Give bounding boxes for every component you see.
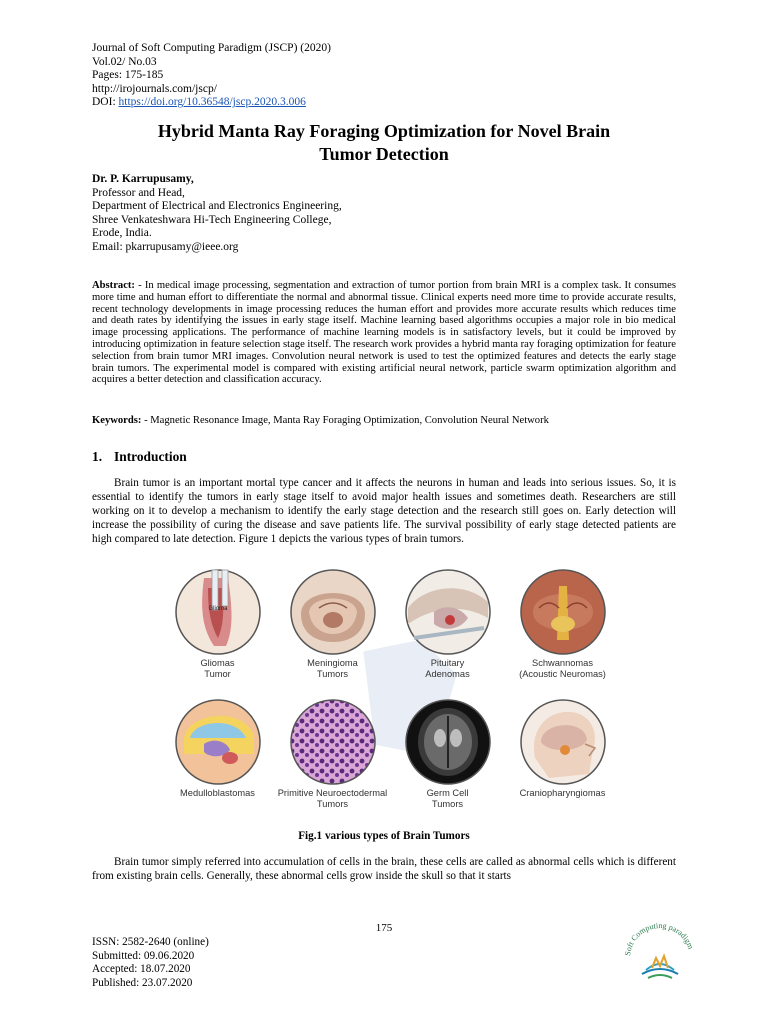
meningioma-illustration-icon (289, 568, 377, 656)
doi-line (92, 96, 331, 110)
journal-pages: Pages: 175-185 (92, 69, 164, 82)
figure-caption: Fig.1 various types of Brain Tumors (298, 830, 470, 842)
page-number: 175 (375, 922, 393, 934)
journal-url: http://irojournals.com/jscp/ (92, 82, 217, 95)
abstract-label: Abstract: (92, 280, 135, 291)
figure-item-schwannomas (505, 568, 620, 680)
submitted-date: Submitted: 09.06.2020 (92, 949, 195, 962)
abstract (92, 280, 676, 386)
caption-meningioma-2: Tumors (316, 669, 349, 679)
journal-header (92, 42, 331, 110)
figure-item-pnet (275, 698, 390, 810)
title-line-1: Hybrid Manta Ray Foraging Optimization for Novel Brain (157, 121, 611, 141)
keywords-text: - Magnetic Resonance Image, Manta Ray Foraging Optimization, Convolution Neural Network (141, 415, 549, 426)
figure-item-germ-cell (390, 698, 505, 810)
accepted-date: Accepted: 18.07.2020 (92, 963, 191, 976)
author-email: Email: pkarrupusamy@ieee.org (92, 240, 239, 253)
figure-item-gliomas (160, 568, 275, 680)
pnet-histology-icon (289, 698, 377, 786)
author-name: Dr. P. Karrupusamy, (92, 173, 194, 185)
caption-gliomas-1: Gliomas (200, 658, 235, 668)
caption-gliomas-2: Tumor (204, 669, 231, 679)
issn: ISSN: 2582-2640 (online) (92, 936, 209, 948)
caption-meningioma-1: Meningioma (307, 658, 358, 668)
svg-text:Soft Computing paradigm: Soft Computing paradigm (623, 920, 696, 957)
pituitary-illustration-icon (404, 568, 492, 656)
schwannomas-illustration-icon (519, 568, 607, 656)
caption-medulloblastomas-1: Medulloblastomas (180, 788, 255, 798)
section-number: 1. (92, 449, 103, 464)
caption-craniopharyngiomas-1: Craniopharyngiomas (519, 788, 606, 798)
abstract-text: - In medical image processing, segmentation and extraction of tumor portion from brain MRI is a complex task. It consumes more time and human effort to differentiate the normal and abnormal tissue. Clinical experts need more time to provide accurate results, recent technology developments in image processing reduces the human effort and provides more accurate results which reduces time and death rates by identifying the issues in early stage itself. Machine learning based algorithms occupies a major role in bio medical image processing applications. The performance of machine learning models is in satisfactory levels, but it could be improved by introducing optimization in feature selection stage itself. The research work provides a hybrid manta ray foraging optimization for feature selection from brain tumor MRI images. Convolution neural network is used to test the optimized features and detects the early stage brain tumors. The experimental model is compared with existing artificial neural network, particle swarm optimization algorithm and acquires a better detection and classification accuracy. (92, 280, 676, 386)
gliomas-illustration-icon (174, 568, 262, 656)
author-city: Erode, India. (92, 227, 152, 240)
caption-pituitary-2: Adenomas (425, 669, 470, 679)
published-date: Published: 23.07.2020 (92, 976, 193, 989)
author-college: Shree Venkateshwara Hi-Tech Engineering College, (92, 213, 332, 226)
caption-pituitary-1: Pituitary (430, 658, 465, 668)
title-line-2: Tumor Detection (319, 144, 449, 164)
germ-cell-mri-icon (404, 698, 492, 786)
section-heading-introduction (92, 449, 187, 465)
caption-germ-cell-1: Germ Cell (426, 788, 469, 798)
figure-item-pituitary (390, 568, 505, 680)
svg-text:Glioma: Glioma (207, 606, 228, 612)
caption-pnet-1: Primitive Neuroectodermal (277, 788, 388, 798)
paragraph-1: Brain tumor is an important mortal type cancer and it affects the neurons in human and leads into serious issues. So, it is essential to identify the tumors in early stage itself to avoid major health issues and sometimes death. Researchers are still working on it to develop a mechanism to identify the early stage detection and the research still goes on. Early detection will increase the possibility of curing the disease and save patients life. The survival possibility of early stage detected patients are high compared to late detection. Figure 1 depicts the various types of brain tumors. (92, 477, 676, 545)
caption-schwannomas-1: Schwannomas (532, 658, 593, 668)
author-department: Department of Electrical and Electronics Engineering, (92, 200, 342, 213)
doi-label: DOI: (92, 96, 116, 109)
craniopharyngiomas-illustration-icon (519, 698, 607, 786)
doi-link[interactable]: https://doi.org/10.36548/jscp.2020.3.006 (118, 96, 306, 109)
figure-item-medulloblastomas (160, 698, 275, 799)
caption-germ-cell-2: Tumors (431, 799, 464, 809)
section-title: Introduction (114, 449, 187, 464)
publication-footer (92, 936, 209, 990)
figure-item-meningioma (275, 568, 390, 680)
keywords-label: Keywords: (92, 415, 142, 426)
caption-schwannomas-2: (Acoustic Neuromas) (519, 669, 606, 679)
figure-item-craniopharyngiomas (505, 698, 620, 799)
paragraph-2: Brain tumor simply referred into accumulation of cells in the brain, these cells are called as abnormal cells which is different from existing brain cells. Generally, these abnormal cells grow inside the skull so that it starts (92, 856, 676, 882)
journal-name: Journal of Soft Computing Paradigm (JSCP) (2020) (92, 42, 331, 54)
medulloblastomas-illustration-icon (174, 698, 262, 786)
paper-title (60, 120, 708, 166)
caption-pnet-2: Tumors (316, 799, 349, 809)
author-role: Professor and Head, (92, 186, 185, 199)
journal-volume: Vol.02/ No.03 (92, 55, 157, 68)
author-block (92, 173, 342, 255)
journal-logo-icon (622, 918, 698, 984)
figure-brain-tumors (160, 568, 620, 824)
keywords (92, 415, 676, 427)
